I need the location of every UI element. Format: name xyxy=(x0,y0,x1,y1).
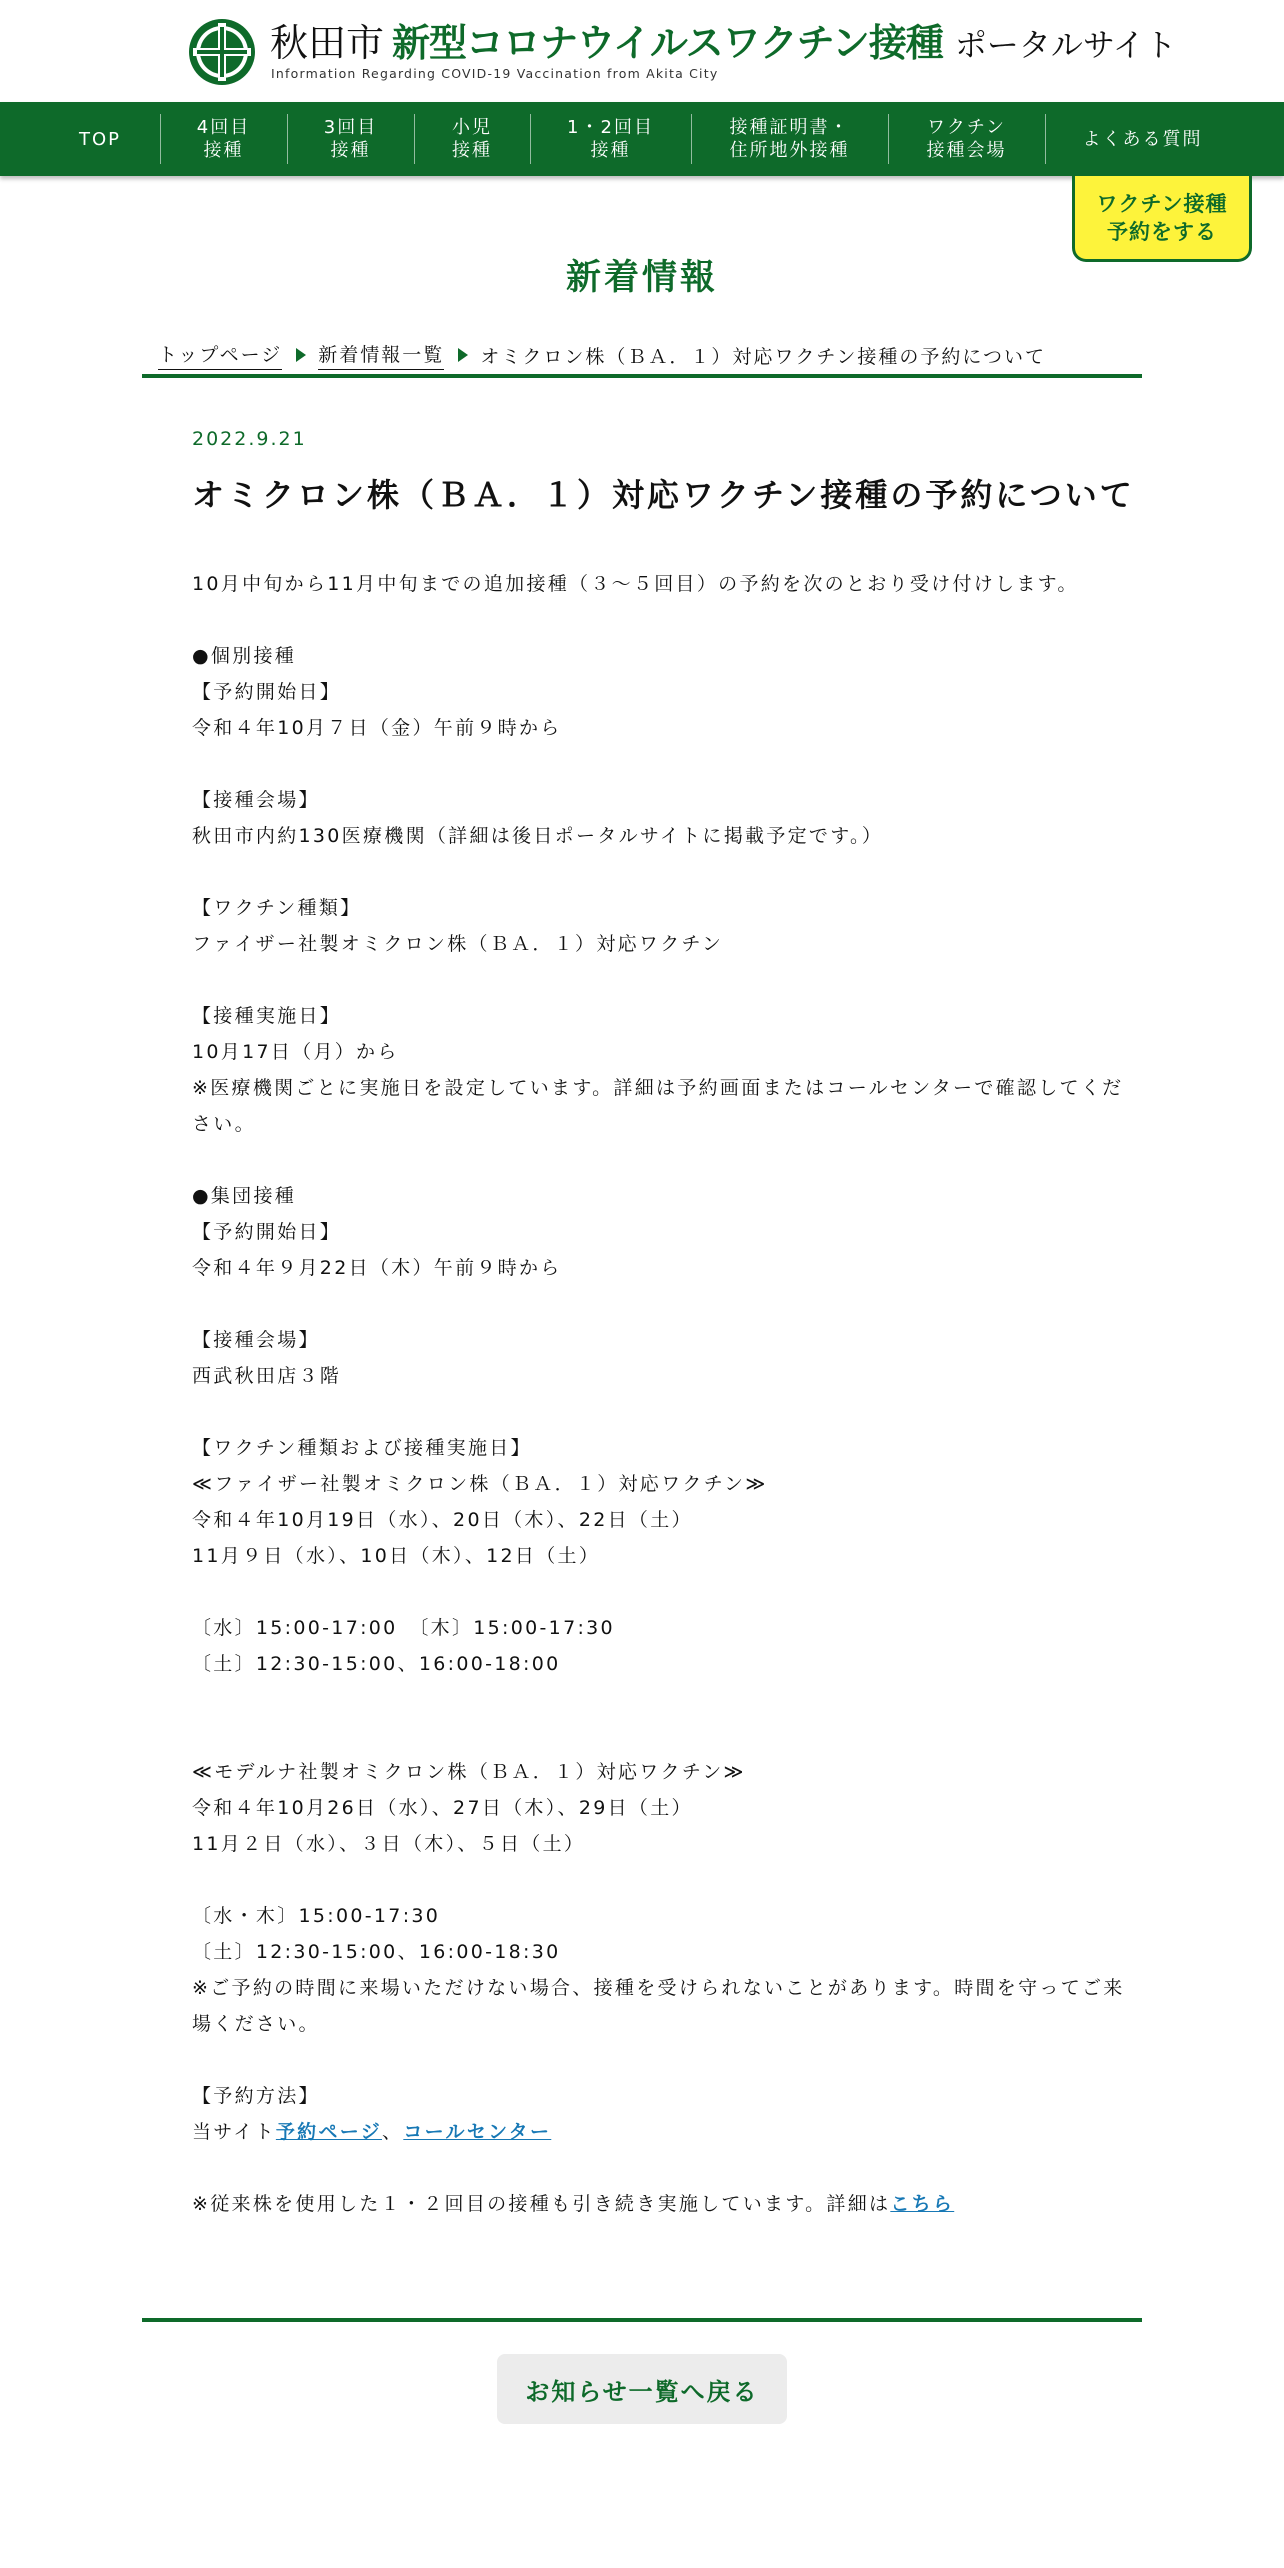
nav-item-certificate[interactable] xyxy=(691,110,888,168)
article-text-line: 10月中旬から11月中旬までの追加接種（３～５回目）の予約を次のとおり受け付けします。 xyxy=(192,573,1079,595)
article-text-line: ●個別接種 xyxy=(192,645,297,667)
article-text-line: さい。 xyxy=(192,1113,256,1135)
article-text-line: 11月２日（水）、３日（木）、５日（土） xyxy=(192,1833,586,1855)
article-text-line: 場ください。 xyxy=(192,2013,320,2035)
article-text-line: 【予約開始日】 xyxy=(192,1221,342,1243)
nav-item-label: 接種証明書・ 住所地外接種 xyxy=(729,117,850,161)
site-title-city: 秋田市 xyxy=(270,21,385,65)
article-text-line: 10月17日（月）から xyxy=(192,1041,399,1063)
back-to-news-list-button[interactable]: お知らせ一覧へ戻る xyxy=(497,2354,787,2424)
nav-item-label: ワクチン 接種会場 xyxy=(926,117,1007,161)
article-text-line: ※医療機関ごとに実施日を設定しています。詳細は予約画面またはコールセンターで確認してくだ xyxy=(192,1077,1124,1099)
site-subtitle: Information Regarding COVID-19 Vaccination from Akita City xyxy=(271,66,719,81)
vaccine-reservation-button[interactable]: ワクチン接種 予約をする xyxy=(1072,176,1252,262)
article-text-line: 【ワクチン種類および接種実施日】 xyxy=(192,1437,532,1459)
article-text-line: ≪ファイザー社製オミクロン株（ＢＡ．１）対応ワクチン≫ xyxy=(192,1473,768,1495)
article-text-line: 〔土〕12:30-15:00、16:00-18:00 xyxy=(192,1653,561,1675)
global-nav xyxy=(0,102,1284,176)
breadcrumb-arrow-icon xyxy=(296,348,306,362)
post-date: 2022.9.21 xyxy=(192,428,307,450)
article-text-line: ●集団接種 xyxy=(192,1185,297,1207)
footer-note-text: ※従来株を使用した１・２回目の接種も引き続き実施しています。詳細は xyxy=(192,2193,891,2215)
article-text-line: 【予約方法】 xyxy=(192,2085,320,2107)
section-title: 新着情報 xyxy=(565,258,718,298)
article-text-line: 秋田市内約130医療機関（詳細は後日ポータルサイトに掲載予定です。） xyxy=(192,825,884,847)
nav-item-label: 3回目 接種 xyxy=(323,117,378,161)
article-text-line: ファイザー社製オミクロン株（ＢＡ．１）対応ワクチン xyxy=(192,933,724,955)
nav-item-top[interactable] xyxy=(40,110,160,168)
nav-item-venues[interactable] xyxy=(888,110,1045,168)
reservation-method-separator: 、 xyxy=(382,2121,404,2143)
article-text-line: ※ご予約の時間に来場いただけない場合、接種を受けられないことがあります。時間を守ってご来 xyxy=(192,1977,1125,1999)
breadcrumb-news-list-link[interactable]: 新着情報一覧 xyxy=(318,340,444,370)
nav-item-pediatric[interactable] xyxy=(414,110,530,168)
call-center-link[interactable]: コールセンター xyxy=(403,2121,552,2143)
article-text-line: 【接種会場】 xyxy=(192,789,320,811)
nav-item-label: TOP xyxy=(78,128,122,150)
nav-item-4th-dose[interactable] xyxy=(160,110,287,168)
reservation-page-link[interactable]: 予約ページ xyxy=(275,2121,382,2143)
article-text-line: 西武秋田店３階 xyxy=(192,1365,342,1387)
nav-item-label: 4回目 接種 xyxy=(196,117,251,161)
nav-item-label: よくある質問 xyxy=(1082,128,1203,150)
breadcrumb-arrow-icon xyxy=(458,348,468,362)
post-title: オミクロン株（ＢＡ．１）対応ワクチン接種の予約について xyxy=(192,476,1135,514)
article-text-line: 令和４年９月22日（木）午前９時から xyxy=(192,1257,562,1279)
details-here-link[interactable]: こちら xyxy=(890,2193,955,2215)
article-text-line: 【接種会場】 xyxy=(192,1329,320,1351)
article-text-line: 【接種実施日】 xyxy=(192,1005,342,1027)
reservation-method-prefix: 当サイト xyxy=(192,2121,276,2143)
divider-top xyxy=(142,374,1142,378)
article-text-line: 【予約開始日】 xyxy=(192,681,342,703)
nav-item-1st-2nd-dose[interactable] xyxy=(530,110,691,168)
nav-item-label: 1・2回目 接種 xyxy=(567,117,654,161)
site-title-portal: ポータルサイト xyxy=(954,26,1177,64)
nav-item-label: 小児 接種 xyxy=(452,117,492,161)
article-text-line: 〔水〕15:00-17:00 〔木〕15:00-17:30 xyxy=(192,1617,615,1639)
footer-note-line xyxy=(192,2189,954,2216)
article-text-line: ≪モデルナ社製オミクロン株（ＢＡ．１）対応ワクチン≫ xyxy=(192,1761,746,1783)
site-header xyxy=(0,0,1284,102)
article-text-line: 〔水・木〕15:00-17:30 xyxy=(192,1905,441,1927)
nav-item-faq[interactable] xyxy=(1045,110,1240,168)
nav-item-3rd-dose[interactable] xyxy=(287,110,414,168)
article-text-line: 令和４年10月19日（水）、20日（木）、22日（土） xyxy=(192,1509,693,1531)
article-text-line: 令和４年10月７日（金）午前９時から xyxy=(192,717,562,739)
akita-city-emblem-icon[interactable] xyxy=(187,17,257,87)
reservation-method-line xyxy=(192,2117,551,2144)
article-text-line: 〔土〕12:30-15:00、16:00-18:30 xyxy=(192,1941,561,1963)
article-text-line: 11月９日（水）、10日（木）、12日（土） xyxy=(192,1545,601,1567)
breadcrumb xyxy=(158,340,1046,370)
breadcrumb-home-link[interactable]: トップページ xyxy=(158,340,282,370)
breadcrumb-current: オミクロン株（ＢＡ．１）対応ワクチン接種の予約について xyxy=(480,345,1046,368)
site-title-main: 新型コロナウイルスワクチン接種 xyxy=(392,21,943,65)
article-text-line: 令和４年10月26日（水）、27日（木）、29日（土） xyxy=(192,1797,693,1819)
divider-bottom xyxy=(142,2318,1142,2322)
article-text-line: 【ワクチン種類】 xyxy=(192,897,362,919)
